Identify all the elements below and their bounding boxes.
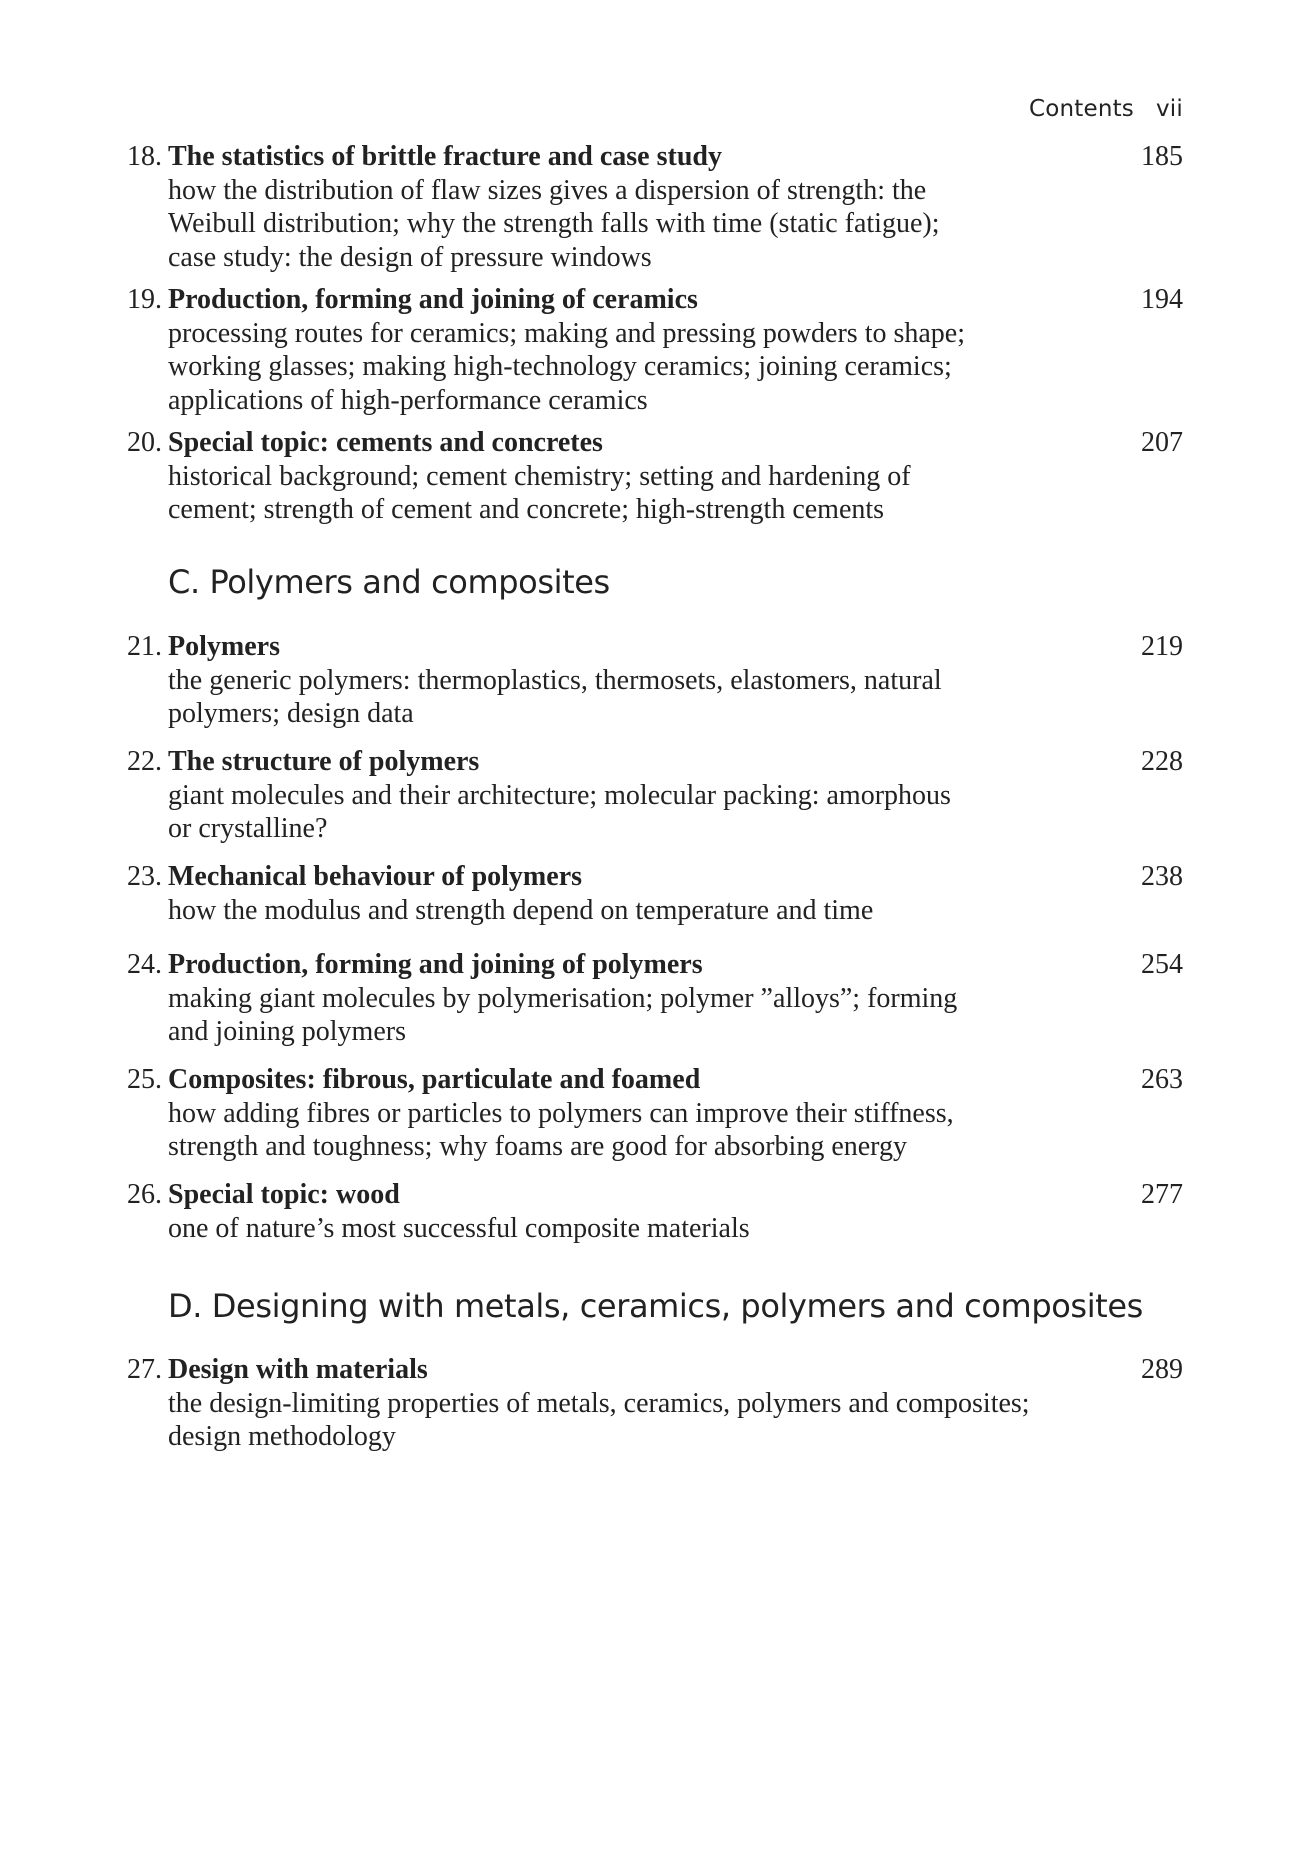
- entry-page: 289: [1141, 1354, 1183, 1385]
- section-heading-c: C. Polymers and composites: [168, 563, 610, 601]
- entry-page: 207: [1141, 427, 1183, 458]
- entry-title: Mechanical behaviour of polymers: [168, 861, 583, 892]
- toc-entry-25[interactable]: [114, 1063, 1183, 1164]
- entry-desc-line: one of nature’s most successful composite materials: [168, 1212, 750, 1244]
- entry-desc-line: making giant molecules by polymerisation; polymer ”alloys”; forming: [168, 982, 958, 1014]
- toc-entry-24[interactable]: [114, 948, 1183, 1049]
- entry-page: 185: [1141, 141, 1183, 172]
- entry-desc-line: applications of high-performance ceramics: [168, 384, 648, 416]
- entry-number: 20.: [127, 427, 162, 458]
- entry-desc-line: the generic polymers: thermoplastics, thermosets, elastomers, natural: [168, 664, 942, 696]
- entry-page: 194: [1141, 284, 1183, 315]
- entry-desc-line: the design-limiting properties of metals, ceramics, polymers and composites;: [168, 1387, 1030, 1419]
- entry-page: 219: [1141, 631, 1183, 662]
- entry-desc-line: processing routes for ceramics; making and pressing powders to shape;: [168, 317, 966, 349]
- entry-desc-line: giant molecules and their architecture; molecular packing: amorphous: [168, 779, 951, 811]
- entry-desc-line: how adding fibres or particles to polymers can improve their stiffness,: [168, 1097, 954, 1129]
- entry-number: 27.: [127, 1354, 162, 1385]
- entry-number: 26.: [127, 1179, 162, 1210]
- entry-desc-line: design methodology: [168, 1421, 396, 1452]
- entry-title: Polymers: [168, 631, 280, 662]
- toc-entry-26[interactable]: [114, 1178, 1183, 1245]
- toc-entry-19[interactable]: [114, 283, 1183, 417]
- entry-number: 19.: [127, 284, 162, 315]
- entry-desc-line: or crystalline?: [168, 813, 328, 844]
- entry-desc-line: how the distribution of flaw sizes gives a dispersion of strength: the: [168, 174, 927, 206]
- running-head: [1029, 96, 1183, 122]
- entry-desc-line: historical background; cement chemistry; setting and hardening of: [168, 460, 911, 492]
- entry-title: Production, forming and joining of polymers: [168, 949, 703, 980]
- entry-title: Composites: fibrous, particulate and foamed: [168, 1064, 701, 1095]
- entry-desc-line: Weibull distribution; why the strength falls with time (static fatigue);: [168, 208, 940, 239]
- entry-desc-line: polymers; design data: [168, 698, 414, 729]
- entry-desc-line: working glasses; making high-technology ceramics; joining ceramics;: [168, 351, 952, 382]
- entry-number: 23.: [127, 861, 162, 892]
- entry-desc-line: and joining polymers: [168, 1016, 406, 1047]
- entry-title: The statistics of brittle fracture and case study: [168, 141, 722, 172]
- entry-number: 22.: [127, 746, 162, 777]
- entry-desc-line: cement; strength of cement and concrete; high-strength cements: [168, 494, 885, 525]
- running-head-label: Contents: [1028, 96, 1134, 122]
- toc-entry-22[interactable]: [114, 745, 1183, 846]
- entry-title: Design with materials: [168, 1354, 428, 1385]
- entry-page: 263: [1141, 1064, 1183, 1095]
- entry-desc-line: strength and toughness; why foams are good for absorbing energy: [168, 1131, 907, 1162]
- entry-number: 25.: [127, 1064, 162, 1095]
- entry-desc-line: case study: the design of pressure windows: [168, 241, 652, 273]
- entry-title: The structure of polymers: [168, 746, 480, 777]
- toc-entry-18[interactable]: [114, 140, 1183, 274]
- entry-page: 254: [1141, 949, 1183, 980]
- entry-number: 18.: [127, 141, 162, 172]
- entry-page: 277: [1141, 1179, 1183, 1210]
- entry-desc-line: how the modulus and strength depend on temperature and time: [168, 894, 874, 926]
- section-heading-d: D. Designing with metals, ceramics, polymers and composites: [168, 1287, 1143, 1325]
- entry-page: 228: [1141, 746, 1183, 777]
- entry-number: 24.: [127, 949, 162, 980]
- entry-page: 238: [1141, 861, 1183, 892]
- entry-title: Special topic: cements and concretes: [168, 427, 603, 458]
- toc-entry-20[interactable]: [114, 426, 1183, 527]
- toc-entry-23[interactable]: [114, 860, 1183, 927]
- entry-title: Special topic: wood: [168, 1179, 400, 1210]
- entry-title: Production, forming and joining of ceramics: [168, 284, 698, 315]
- toc-entry-21[interactable]: [114, 630, 1183, 731]
- entry-number: 21.: [127, 631, 162, 662]
- toc-entry-27[interactable]: [114, 1353, 1183, 1454]
- running-head-page: vii: [1156, 96, 1183, 122]
